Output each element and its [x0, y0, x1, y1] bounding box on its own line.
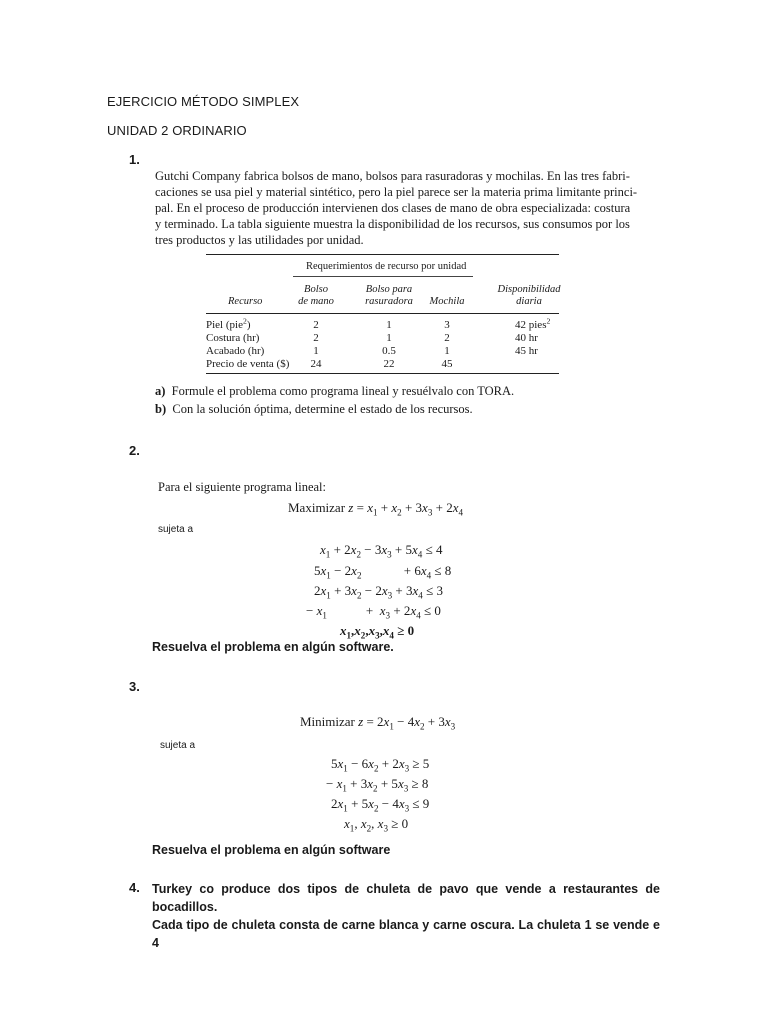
exercise-3-objective: Minimizar $z = 2x_1 - 4x_2 + 3x_3$: [300, 714, 456, 732]
constraint-2: $5x_1 - 2x_2$ + $6x_4 \le 8$: [314, 563, 452, 581]
exercise-1-statement: [155, 168, 638, 248]
constraint-4: − $x_1$ + $x_3 + 2x_4 \le 0$: [306, 603, 441, 621]
header-disponibilidad: [494, 284, 564, 308]
constraint-2: − $x_1 + 3x_2 + 5x_3 \ge 8$: [326, 776, 429, 794]
table-top-rule: [206, 254, 559, 255]
header-text: Disponibilidad: [497, 284, 561, 295]
statement-line: tres productos y las utilidades por unidad.: [155, 233, 364, 247]
constraint-1: $5x_1 - 6x_2 + 2x_3 \ge 5$: [331, 756, 430, 774]
header-recurso: Recurso: [228, 296, 263, 307]
cell-value: 45: [441, 358, 453, 370]
cell-value: 3: [444, 319, 450, 331]
cell-sup: 2: [242, 316, 247, 326]
exercise-3-instruction: Resuelva el problema en algún software: [152, 843, 391, 857]
header-mochila: Mochila: [429, 296, 465, 307]
cell-value: 0.5: [382, 345, 396, 357]
table-group-rule: [293, 276, 473, 277]
statement-line: y terminado. La tabla siguiente muestra la disponibilidad de los recursos, sus consumos por los: [155, 217, 630, 231]
cell-recurso: Piel (pie: [206, 319, 243, 331]
exercise-4-number: 4.: [129, 880, 140, 895]
exercise-4-statement: [152, 880, 660, 952]
constraint-1: $x_1 + 2x_2 - 3x_3 + 5x_4 \le 4$: [320, 542, 443, 560]
header-text: Bolso: [304, 284, 328, 295]
statement-line: Cada tipo de chuleta consta de carne blanca y carne oscura. La chuleta 1 se vende e 4: [152, 918, 660, 950]
exercise-3-subject-to: sujeta a: [160, 740, 196, 751]
exercise-1-item-a: [155, 384, 514, 399]
table-row-acabado: Acabado (hr): [206, 345, 265, 357]
constraint-3: $2x_1 + 5x_2 - 4x_3 \le 9$: [331, 796, 430, 814]
document-title: EJERCICIO MÉTODO SIMPLEX: [107, 94, 300, 109]
statement-line: Turkey co produce dos tipos de chuleta de pavo que vende a restaurantes de bocadillos.: [152, 882, 660, 914]
cell-value: 24: [310, 358, 322, 370]
table-bottom-rule: [206, 373, 559, 374]
header-text: rasuradora: [365, 296, 413, 307]
constraint-nonneg: $x_1$, $x_2$, $x_3 \ge 0$: [344, 816, 409, 834]
exercise-2-subject-to: sujeta a: [158, 524, 194, 535]
table-row-precio: Precio de venta ($): [206, 358, 290, 370]
header-text: de mano: [298, 296, 334, 307]
cell-value: 1: [386, 319, 392, 331]
exercise-2-objective: Maximizar $z = x_1 + x_2 + 3x_3 + 2x_4$: [288, 500, 464, 518]
statement-line: Gutchi Company fabrica bolsos de mano, bolsos para rasuradoras y mochilas. En las tres fabri-: [155, 169, 630, 183]
document-subtitle: UNIDAD 2 ORDINARIO: [107, 123, 247, 138]
cell-value: 1: [444, 345, 450, 357]
table-row-costura: Costura (hr): [206, 332, 260, 344]
exercise-1-item-b: [155, 402, 473, 417]
cell-recurso-end: ): [246, 319, 251, 331]
header-bolso-rasuradora: [356, 284, 422, 308]
cell-value: 1: [313, 345, 319, 357]
header-text: diaria: [516, 296, 542, 307]
exercise-2-instruction: Resuelva el problema en algún software.: [152, 640, 394, 654]
exercise-2-intro: Para el siguiente programa lineal:: [158, 480, 326, 494]
item-label: b): [155, 402, 167, 416]
exercise-2-number: 2.: [129, 443, 140, 458]
statement-line: caciones se usa piel y material sintético, pero la piel parece ser la materia prima limitante princi-: [155, 185, 638, 199]
item-text: Formule el problema como programa lineal y resuélvalo con TORA.: [171, 384, 515, 398]
cell-value: 22: [383, 358, 395, 370]
item-text: Con la solución óptima, determine el estado de los recursos.: [172, 402, 473, 416]
cell-value: 2: [313, 319, 319, 331]
table-group-header: Requerimientos de recurso por unidad: [306, 261, 467, 272]
cell-value: 2: [444, 332, 450, 344]
cell-disponibilidad: [515, 316, 575, 331]
exercise-1-number: 1.: [129, 152, 140, 167]
constraint-3: $2x_1 + 3x_2 - 2x_3 + 3x_4 \le 3$: [314, 583, 443, 601]
header-text: Bolso para: [365, 284, 413, 295]
exercise-3-number: 3.: [129, 679, 140, 694]
constraint-nonneg: $x_1,x_2,x_3,x_4 \ge 0$: [340, 623, 415, 641]
cell-value: 1: [386, 332, 392, 344]
table-header-rule: [206, 313, 559, 314]
cell-value: 2: [313, 332, 319, 344]
cell-sup: 2: [546, 316, 551, 326]
header-bolso-mano: [286, 284, 346, 308]
cell-disponibilidad: 45 hr: [515, 345, 538, 357]
statement-line: pal. En el proceso de producción intervienen dos clases de mano de obra especializada: costura: [155, 201, 631, 215]
cell-disponibilidad: 40 hr: [515, 332, 538, 344]
item-label: a): [155, 384, 166, 398]
cell-text: 42 pies: [515, 319, 547, 331]
